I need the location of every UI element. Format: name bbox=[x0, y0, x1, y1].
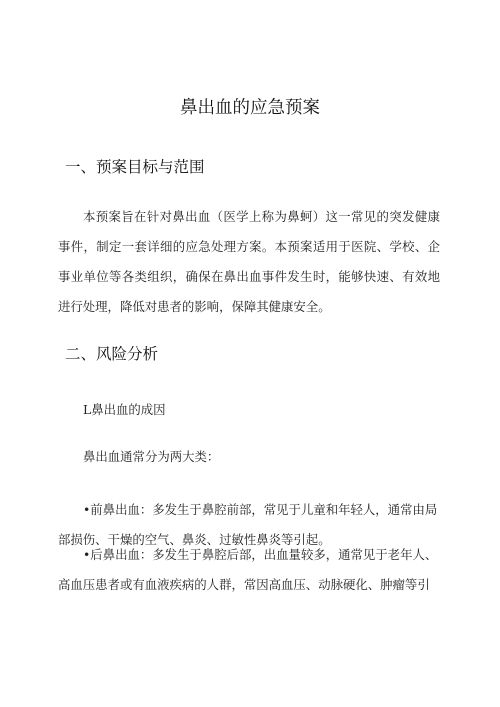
section-heading-risk: 二、风险分析 bbox=[65, 345, 159, 363]
bullet-posterior: •后鼻出血：多发生于鼻腔后部，出血量较多，通常见于老年人、高血压患者或有血液疾病的人群，常因高血压、动脉硬化、肿瘤等引 bbox=[58, 547, 438, 592]
subheading-causes: L鼻出血的成因 bbox=[83, 402, 166, 417]
causes-intro: 鼻出血通常分为两大类： bbox=[83, 449, 220, 464]
bullet-anterior: •前鼻出血：多发生于鼻腔前部，常见于儿童和年轻人，通常由局部损伤、干燥的空气、鼻炎、过敏性鼻炎等引起。 bbox=[58, 502, 438, 547]
section-heading-goals: 一、预案目标与范围 bbox=[65, 158, 205, 176]
section-paragraph-goals: 本预案旨在针对鼻出血（医学上称为鼻蚵）这一常见的突发健康事件，制定一套详细的应急处理方案。本预案适用于医院、学校、企事业单位等各类组织，确保在鼻出血事件发生时，能够快速、有效地进行处理，降低对患者的影响，保障其健康安全。 bbox=[58, 209, 440, 314]
document-title: 鼻出血的应急预案 bbox=[180, 98, 320, 118]
